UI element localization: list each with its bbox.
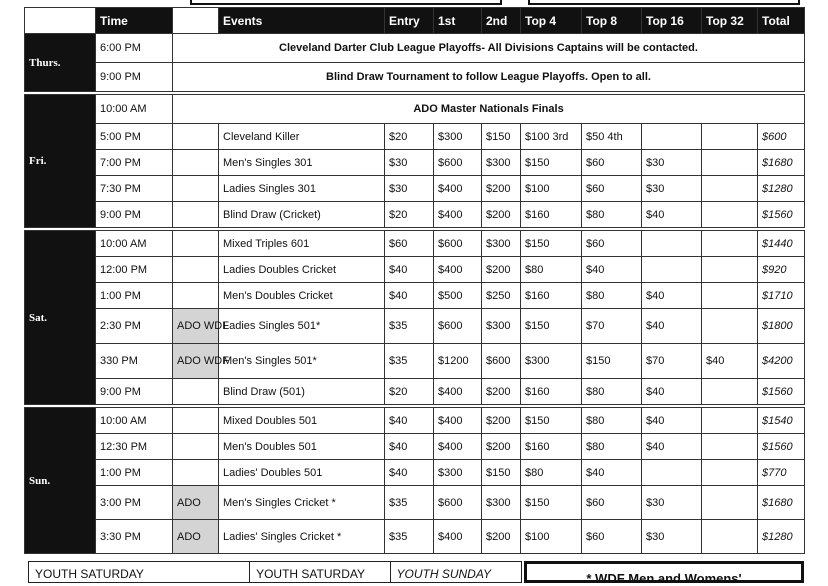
top-frame-right: [528, 0, 800, 5]
entry-cell: $40: [385, 408, 434, 434]
time-cell: 330 PM: [96, 344, 173, 379]
top8-cell: $60: [582, 520, 642, 554]
header-cell: Top 32: [702, 8, 758, 34]
top8-cell: $80: [582, 283, 642, 309]
first-cell: $500: [434, 283, 482, 309]
time-cell: 9:00 PM: [96, 63, 173, 92]
event-name: Men's Singles Cricket *: [219, 486, 385, 520]
first-cell: $300: [434, 124, 482, 150]
table-row: [25, 486, 805, 520]
top16-cell: [642, 124, 702, 150]
first-cell: $400: [434, 379, 482, 405]
top32-cell: [702, 124, 758, 150]
top32-cell: [702, 486, 758, 520]
top16-cell: $40: [642, 202, 702, 228]
schedule-body: [25, 34, 805, 554]
top16-cell: $30: [642, 150, 702, 176]
total-cell: $1540: [758, 408, 805, 434]
top8-cell: $40: [582, 257, 642, 283]
event-name: Ladies Doubles Cricket: [219, 257, 385, 283]
time-cell: 10:00 AM: [96, 231, 173, 257]
time-cell: 6:00 PM: [96, 34, 173, 63]
first-cell: $600: [434, 231, 482, 257]
top32-cell: [702, 150, 758, 176]
header-cell: [173, 8, 219, 34]
second-cell: $150: [482, 460, 521, 486]
event-banner: Cleveland Darter Club League Playoffs- All Divisions Captains will be contacted.: [173, 34, 805, 63]
org-cell: [173, 202, 219, 228]
table-row: [25, 150, 805, 176]
top16-cell: $40: [642, 434, 702, 460]
day-label: Thurs.: [25, 34, 96, 92]
entry-cell: $20: [385, 379, 434, 405]
event-name: Ladies Singles 501*: [219, 309, 385, 344]
top16-cell: $70: [642, 344, 702, 379]
total-cell: $600: [758, 124, 805, 150]
table-row: [25, 344, 805, 379]
table-row: [25, 202, 805, 228]
org-cell: [173, 150, 219, 176]
table-row: [25, 231, 805, 257]
top8-cell: $150: [582, 344, 642, 379]
day-label: Sun.: [25, 408, 96, 554]
first-cell: $400: [434, 520, 482, 554]
second-cell: $200: [482, 434, 521, 460]
top8-cell: $60: [582, 231, 642, 257]
entry-cell: $40: [385, 257, 434, 283]
time-cell: 2:30 PM: [96, 309, 173, 344]
time-cell: 12:30 PM: [96, 434, 173, 460]
entry-cell: $40: [385, 460, 434, 486]
total-cell: $1710: [758, 283, 805, 309]
total-cell: $1560: [758, 434, 805, 460]
first-cell: $400: [434, 257, 482, 283]
entry-cell: $35: [385, 520, 434, 554]
event-name: Cleveland Killer: [219, 124, 385, 150]
top32-cell: [702, 202, 758, 228]
time-cell: 3:30 PM: [96, 520, 173, 554]
total-cell: $1280: [758, 176, 805, 202]
top4-cell: $100 3rd: [521, 124, 582, 150]
entry-cell: $35: [385, 344, 434, 379]
table-row: [25, 520, 805, 554]
org-cell: [173, 379, 219, 405]
table-row: [25, 124, 805, 150]
header-cell: Total: [758, 8, 805, 34]
top8-cell: $80: [582, 408, 642, 434]
table-row: [25, 283, 805, 309]
top32-cell: [702, 379, 758, 405]
header-cell: Events: [219, 8, 385, 34]
header-cell: Entry: [385, 8, 434, 34]
event-name: Ladies' Doubles 501: [219, 460, 385, 486]
top4-cell: $80: [521, 460, 582, 486]
entry-cell: $30: [385, 176, 434, 202]
entry-cell: $40: [385, 283, 434, 309]
top32-cell: [702, 283, 758, 309]
top4-cell: $160: [521, 202, 582, 228]
time-cell: 9:00 PM: [96, 202, 173, 228]
event-banner: ADO Master Nationals Finals: [173, 95, 805, 124]
top8-cell: $50 4th: [582, 124, 642, 150]
second-cell: $200: [482, 520, 521, 554]
top4-cell: $300: [521, 344, 582, 379]
first-cell: $300: [434, 460, 482, 486]
top32-cell: [702, 176, 758, 202]
top16-cell: $40: [642, 408, 702, 434]
schedule-table: [24, 7, 805, 554]
table-row: [25, 257, 805, 283]
first-cell: $600: [434, 309, 482, 344]
table-row: [25, 176, 805, 202]
top32-cell: [702, 309, 758, 344]
table-row: [25, 309, 805, 344]
entry-cell: $20: [385, 202, 434, 228]
top4-cell: $160: [521, 379, 582, 405]
youth-saturday-2: YOUTH SATURDAY: [250, 562, 390, 582]
entry-cell: $20: [385, 124, 434, 150]
org-cell: [173, 408, 219, 434]
event-name: Mixed Doubles 501: [219, 408, 385, 434]
header-cell: Time: [96, 8, 173, 34]
top32-cell: $40: [702, 344, 758, 379]
org-cell: [173, 434, 219, 460]
table-row: [25, 34, 805, 63]
top16-cell: [642, 257, 702, 283]
time-cell: 7:00 PM: [96, 150, 173, 176]
top8-cell: $80: [582, 379, 642, 405]
time-cell: 12:00 PM: [96, 257, 173, 283]
first-cell: $400: [434, 408, 482, 434]
event-name: Mixed Triples 601: [219, 231, 385, 257]
top16-cell: [642, 231, 702, 257]
top4-cell: $150: [521, 309, 582, 344]
top4-cell: $160: [521, 434, 582, 460]
day-label: Sat.: [25, 231, 96, 405]
second-cell: $200: [482, 257, 521, 283]
total-cell: $1680: [758, 150, 805, 176]
header-cell: Top 4: [521, 8, 582, 34]
second-cell: $300: [482, 486, 521, 520]
time-cell: 5:00 PM: [96, 124, 173, 150]
time-cell: 9:00 PM: [96, 379, 173, 405]
org-cell: ADO WDF: [173, 344, 219, 379]
total-cell: $770: [758, 460, 805, 486]
top8-cell: $60: [582, 176, 642, 202]
table-row: [25, 408, 805, 434]
org-cell: [173, 176, 219, 202]
org-cell: ADO WDF: [173, 309, 219, 344]
top8-cell: $80: [582, 202, 642, 228]
event-name: Men's Singles 501*: [219, 344, 385, 379]
top8-cell: $60: [582, 486, 642, 520]
header-cell: Top 8: [582, 8, 642, 34]
header-cell: 1st: [434, 8, 482, 34]
top16-cell: $30: [642, 176, 702, 202]
total-cell: $4200: [758, 344, 805, 379]
top8-cell: $80: [582, 434, 642, 460]
youth-saturday-1: YOUTH SATURDAY: [29, 562, 250, 582]
top16-cell: [642, 460, 702, 486]
top16-cell: $40: [642, 379, 702, 405]
total-cell: $1560: [758, 379, 805, 405]
second-cell: $300: [482, 150, 521, 176]
top32-cell: [702, 408, 758, 434]
header-cell: [25, 8, 96, 34]
event-name: Blind Draw (Cricket): [219, 202, 385, 228]
second-cell: $200: [482, 202, 521, 228]
top32-cell: [702, 434, 758, 460]
top8-cell: $60: [582, 150, 642, 176]
event-name: Men's Doubles 501: [219, 434, 385, 460]
time-cell: 7:30 PM: [96, 176, 173, 202]
total-cell: $1440: [758, 231, 805, 257]
first-cell: $400: [434, 202, 482, 228]
entry-cell: $40: [385, 434, 434, 460]
second-cell: $600: [482, 344, 521, 379]
table-row: [25, 460, 805, 486]
total-cell: $1280: [758, 520, 805, 554]
org-cell: [173, 231, 219, 257]
event-name: Men's Singles 301: [219, 150, 385, 176]
first-cell: $600: [434, 150, 482, 176]
header-cell: Top 16: [642, 8, 702, 34]
youth-sunday: YOUTH SUNDAY: [396, 567, 491, 581]
event-name: Men's Doubles Cricket: [219, 283, 385, 309]
top4-cell: $100: [521, 176, 582, 202]
first-cell: $1200: [434, 344, 482, 379]
time-cell: 10:00 AM: [96, 408, 173, 434]
time-cell: 1:00 PM: [96, 460, 173, 486]
first-cell: $600: [434, 486, 482, 520]
second-cell: $250: [482, 283, 521, 309]
header-row: [25, 8, 805, 34]
event-name: Ladies' Singles Cricket *: [219, 520, 385, 554]
top16-cell: $30: [642, 486, 702, 520]
second-cell: $200: [482, 379, 521, 405]
top4-cell: $80: [521, 257, 582, 283]
top4-cell: $150: [521, 231, 582, 257]
event-name: Ladies Singles 301: [219, 176, 385, 202]
time-cell: 10:00 AM: [96, 95, 173, 124]
event-banner: Blind Draw Tournament to follow League Playoffs. Open to all.: [173, 63, 805, 92]
entry-cell: $30: [385, 150, 434, 176]
org-cell: ADO: [173, 486, 219, 520]
youth-events-bar: [28, 561, 522, 583]
top4-cell: $150: [521, 408, 582, 434]
table-row: [25, 434, 805, 460]
org-cell: [173, 283, 219, 309]
org-cell: [173, 124, 219, 150]
second-cell: $200: [482, 408, 521, 434]
total-cell: $1560: [758, 202, 805, 228]
org-cell: ADO: [173, 520, 219, 554]
total-cell: $920: [758, 257, 805, 283]
second-cell: $300: [482, 309, 521, 344]
top4-cell: $160: [521, 283, 582, 309]
table-row: [25, 379, 805, 405]
top4-cell: $150: [521, 486, 582, 520]
total-cell: $1680: [758, 486, 805, 520]
top4-cell: $100: [521, 520, 582, 554]
top8-cell: $40: [582, 460, 642, 486]
total-cell: $1800: [758, 309, 805, 344]
table-row: [25, 95, 805, 124]
entry-cell: $35: [385, 309, 434, 344]
top32-cell: [702, 231, 758, 257]
first-cell: $400: [434, 176, 482, 202]
second-cell: $300: [482, 231, 521, 257]
top16-cell: $40: [642, 283, 702, 309]
event-name: Blind Draw (501): [219, 379, 385, 405]
entry-cell: $35: [385, 486, 434, 520]
day-label: Fri.: [25, 95, 96, 228]
top8-cell: $70: [582, 309, 642, 344]
top32-cell: [702, 520, 758, 554]
wdf-note-box: * WDF Men and Womens': [524, 561, 804, 583]
time-cell: 3:00 PM: [96, 486, 173, 520]
time-cell: 1:00 PM: [96, 283, 173, 309]
top16-cell: $30: [642, 520, 702, 554]
top4-cell: $150: [521, 150, 582, 176]
top16-cell: $40: [642, 309, 702, 344]
first-cell: $400: [434, 434, 482, 460]
top32-cell: [702, 257, 758, 283]
top-frame-left: [190, 0, 502, 5]
top32-cell: [702, 460, 758, 486]
entry-cell: $60: [385, 231, 434, 257]
second-cell: $200: [482, 176, 521, 202]
second-cell: $150: [482, 124, 521, 150]
table-row: [25, 63, 805, 92]
org-cell: [173, 257, 219, 283]
header-cell: 2nd: [482, 8, 521, 34]
org-cell: [173, 460, 219, 486]
